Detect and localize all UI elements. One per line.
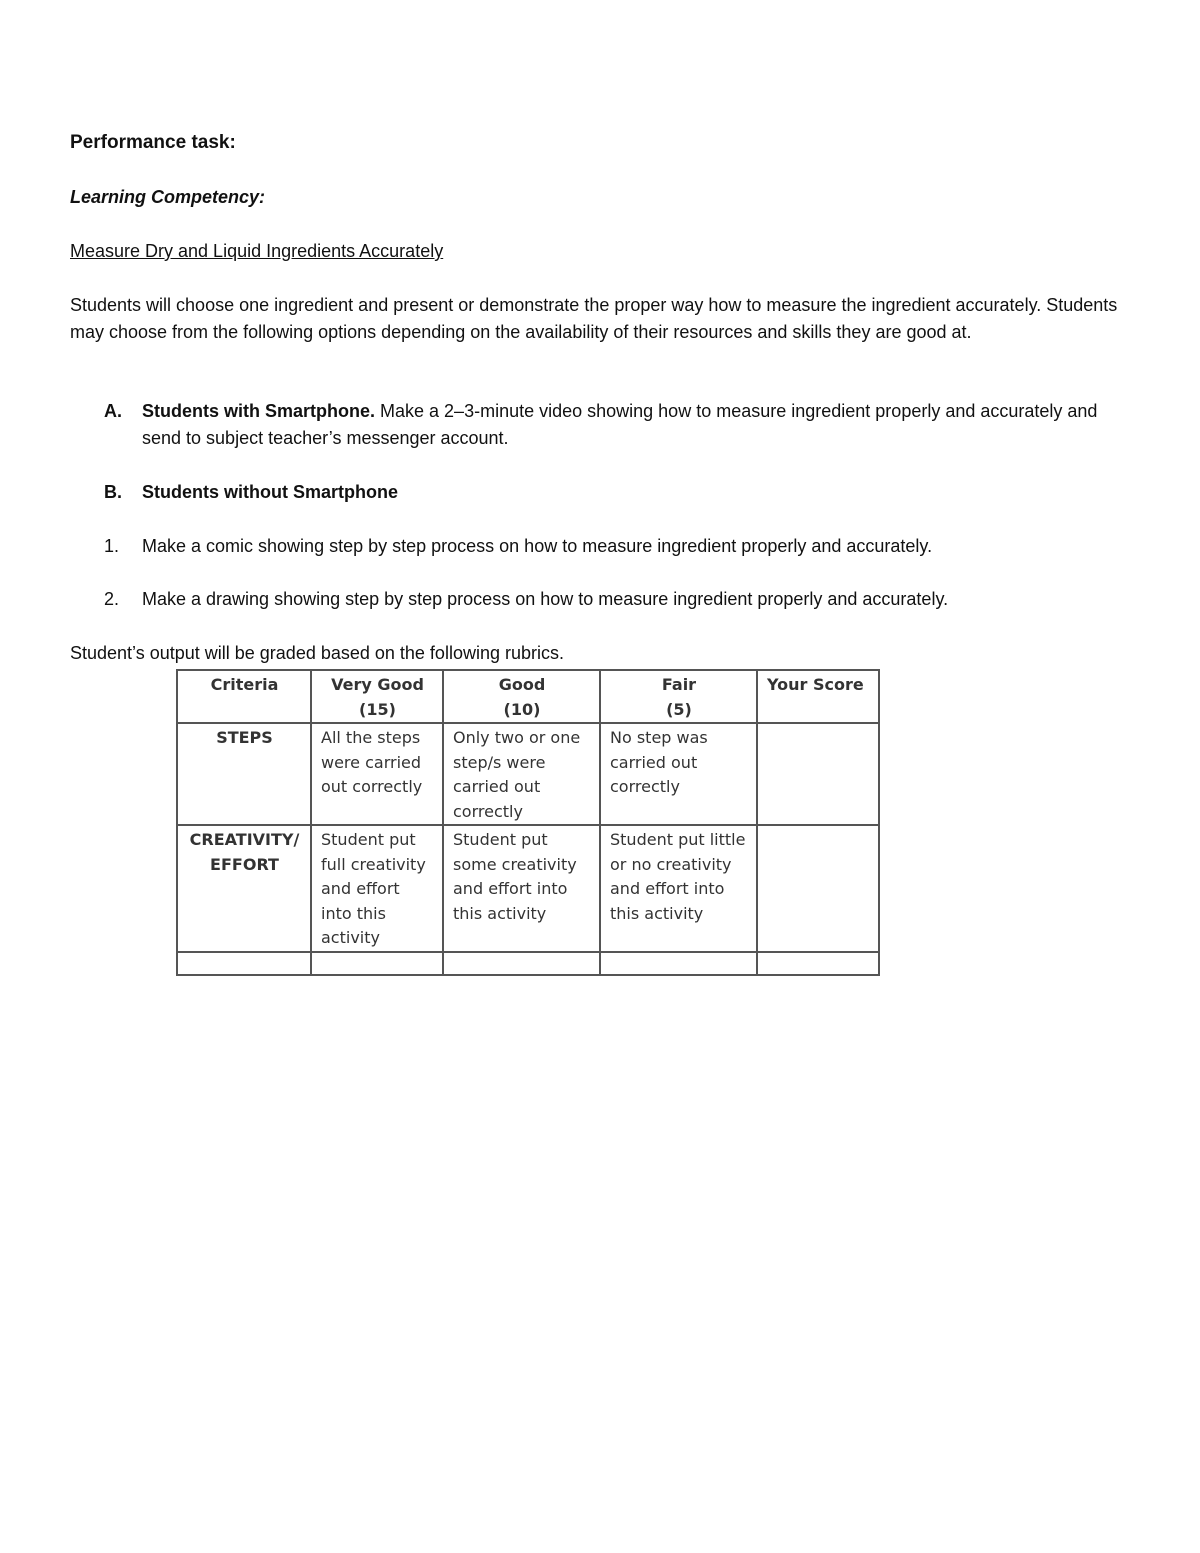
steps-fair: No step was carried out correctly (600, 723, 757, 825)
sub-option-1-marker: 1. (104, 536, 120, 556)
sub-option-2 (70, 586, 1130, 613)
option-a (70, 398, 1130, 452)
blank-cell (757, 952, 879, 975)
blank-cell (177, 952, 311, 975)
blank-cell (443, 952, 600, 975)
competency-label: Learning Competency: (70, 187, 266, 207)
steps-score-cell[interactable] (757, 723, 879, 825)
header-very-good-label: Very Good (331, 675, 424, 694)
blank-cell (600, 952, 757, 975)
creativity-criteria: CREATIVITY/ EFFORT (177, 825, 311, 952)
page-heading: Performance task: (70, 132, 236, 153)
rubric-row-creativity (177, 825, 879, 952)
option-a-body (142, 398, 1130, 452)
competency-title: Measure Dry and Liquid Ingredients Accurately (70, 241, 444, 261)
rubric-table (176, 669, 880, 976)
option-a-text: Make a 2–3-minute video showing how to measure ingredient properly and accurately and send to subject teacher’s messenger account. (142, 401, 1098, 448)
header-good (443, 670, 600, 723)
header-fair-label: Fair (661, 675, 697, 694)
header-fair-points: (5) (666, 699, 692, 719)
sub-option-2-text: Make a drawing showing step by step process on how to measure ingredient properly and accurately. (142, 589, 949, 609)
header-very-good (311, 670, 443, 723)
intro-paragraph: Students will choose one ingredient and present or demonstrate the proper way how to measure the ingredient accurately. Students may choose from the following options depending on the availability of their resources and skills they are good at. (70, 295, 1118, 342)
creativity-very-good: Student put full creativity and effort into this activity (311, 825, 443, 952)
header-good-points: (10) (503, 699, 541, 719)
rubric-row-steps (177, 723, 879, 825)
creativity-score-cell[interactable] (757, 825, 879, 952)
header-criteria: Criteria (177, 670, 311, 723)
header-good-label: Good (498, 675, 546, 694)
steps-very-good: All the steps were carried out correctly (311, 723, 443, 825)
option-b-body (142, 479, 1130, 506)
blank-cell (311, 952, 443, 975)
option-b (70, 479, 1130, 506)
steps-criteria: STEPS (177, 723, 311, 825)
option-a-marker: A. (104, 401, 122, 421)
header-fair (600, 670, 757, 723)
creativity-good: Student put some creativity and effort into this activity (443, 825, 600, 952)
option-a-title: Students with Smartphone. (142, 401, 376, 421)
option-b-title: Students without Smartphone (142, 482, 398, 502)
rubric-row-blank (177, 952, 879, 975)
rubric-header-row (177, 670, 879, 723)
steps-good: Only two or one step/s were carried out correctly (443, 723, 600, 825)
header-your-score: Your Score (757, 670, 879, 723)
header-very-good-points: (15) (359, 699, 396, 719)
option-b-marker: B. (104, 482, 122, 502)
sub-option-2-marker: 2. (104, 589, 120, 609)
creativity-fair: Student put little or no creativity and effort into this activity (600, 825, 757, 952)
sub-option-1 (70, 533, 1130, 560)
sub-option-1-text: Make a comic showing step by step process on how to measure ingredient properly and accurately. (142, 536, 933, 556)
rubric-intro: Student’s output will be graded based on the following rubrics. (70, 643, 564, 663)
